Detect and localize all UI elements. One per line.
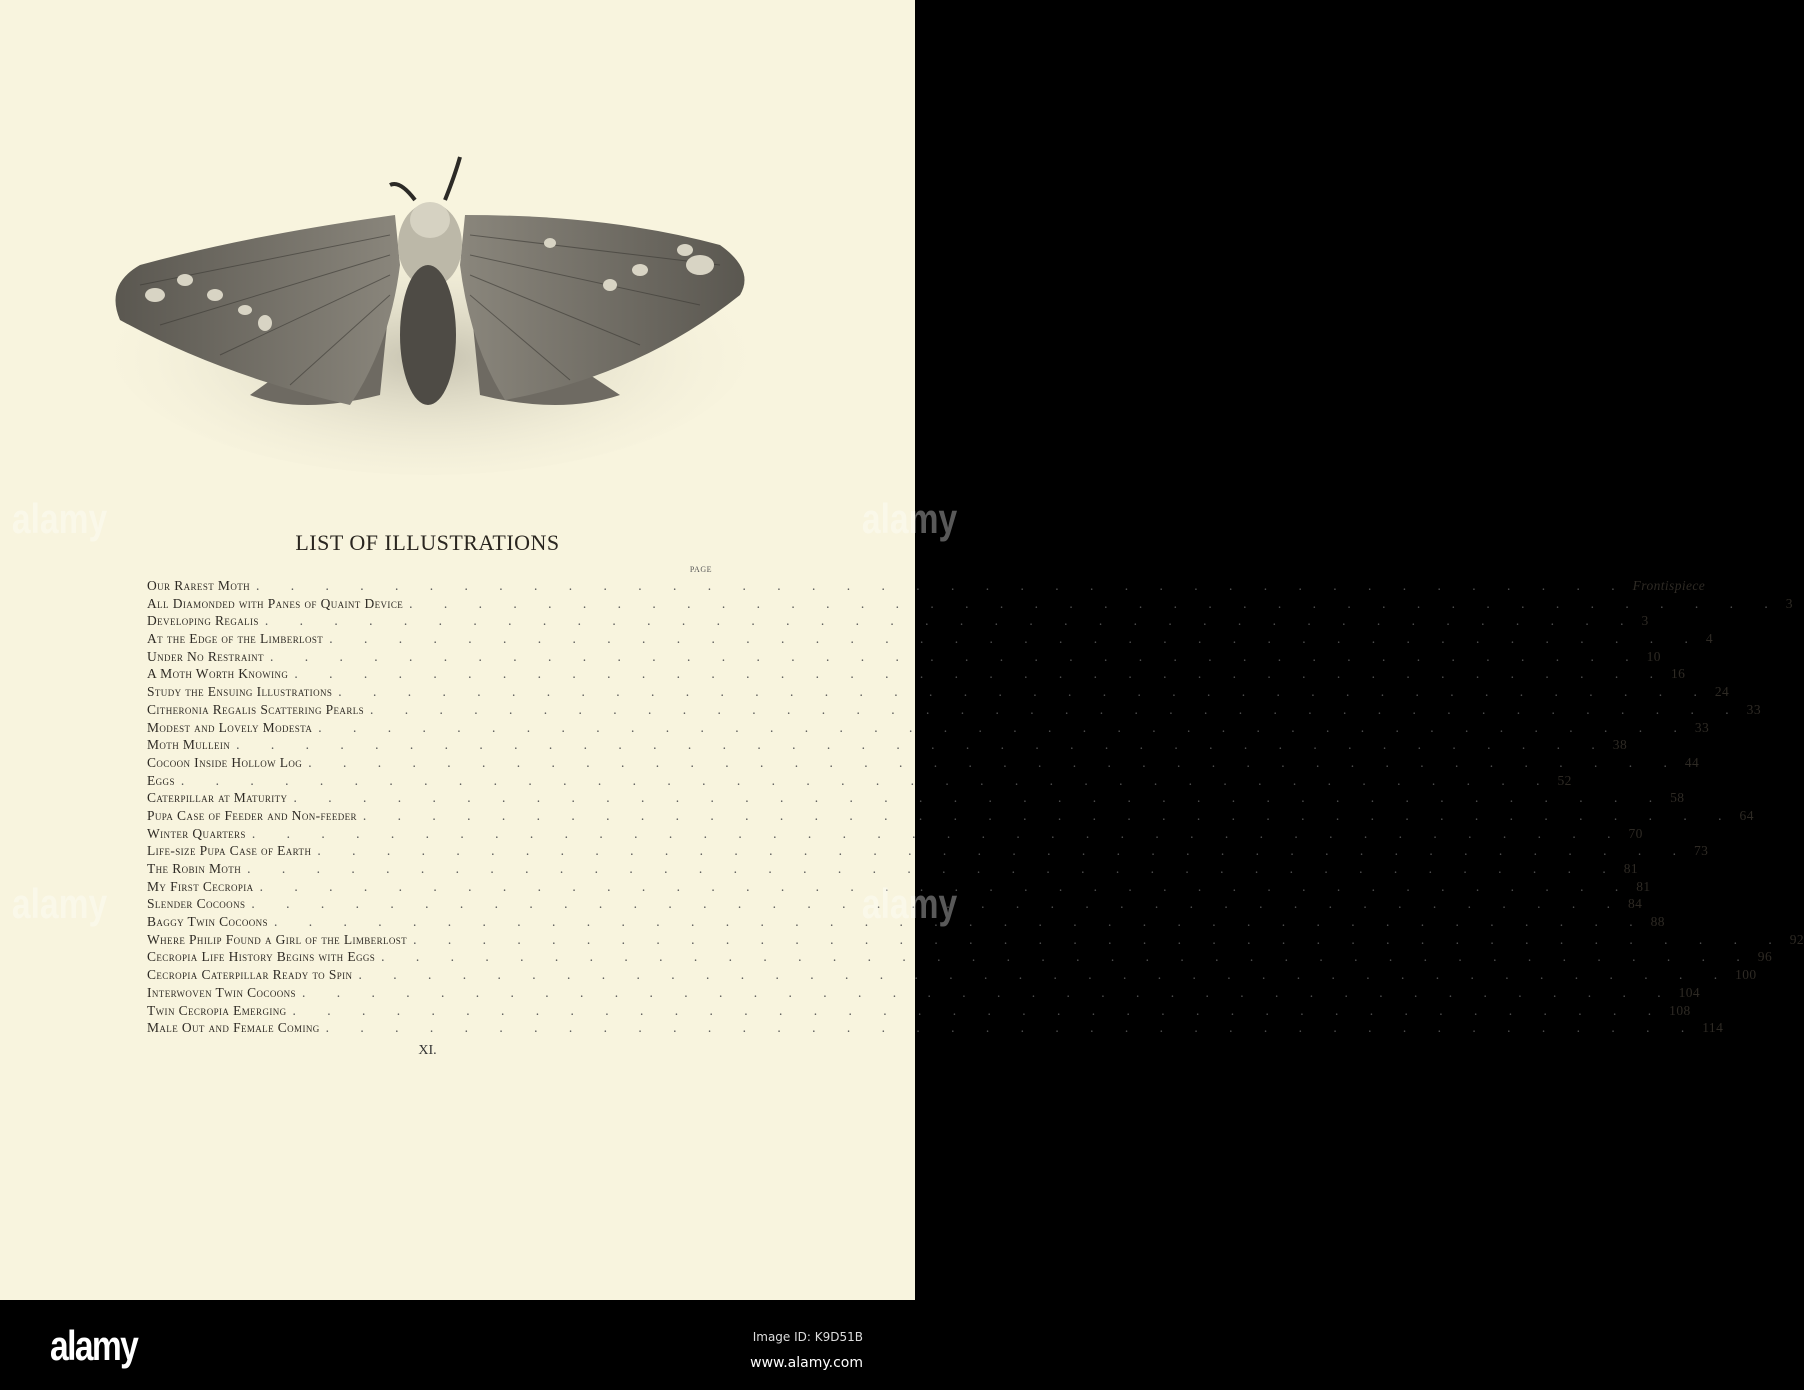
page-number: 3 <box>1641 613 1649 629</box>
page-number: 44 <box>1684 754 1700 770</box>
dot-leader <box>320 1020 1699 1036</box>
moth-illustration <box>100 145 760 475</box>
page-number: 64 <box>1739 807 1754 823</box>
dot-leader <box>332 684 1711 700</box>
dot-leader <box>287 1003 1666 1019</box>
dot-leader <box>407 932 1786 948</box>
list-item <box>147 790 1685 808</box>
illustration-title: Our Rarest Moth <box>147 578 251 593</box>
page-number: 4 <box>1705 631 1713 647</box>
illustration-title: Modest and Lovely Modesta <box>147 719 313 735</box>
list-item <box>147 613 1649 631</box>
dot-leader <box>230 737 1609 753</box>
page-number: 84 <box>1628 896 1643 912</box>
illustration-title: Cocoon Inside Hollow Log <box>147 754 303 770</box>
dot-leader <box>268 914 1647 930</box>
page-number: 70 <box>1628 825 1643 841</box>
list-item <box>147 967 1757 985</box>
page-number: 81 <box>1636 878 1651 894</box>
illustration-title: Moth Mullein <box>147 737 231 753</box>
illustration-title: Developing Regalis <box>147 613 259 629</box>
dot-leader <box>250 578 1629 594</box>
page-number: 58 <box>1670 790 1685 806</box>
dot-leader <box>364 702 1743 718</box>
dot-leader <box>175 773 1554 789</box>
list-item <box>147 754 1700 773</box>
page-folio: XI. <box>418 1043 437 1058</box>
dot-leader <box>352 967 1731 983</box>
watermark: alamy <box>861 495 958 542</box>
list-item <box>147 896 1643 914</box>
illustration-title: Baggy Twin Cocoons <box>147 914 268 930</box>
list-item <box>147 719 1710 738</box>
illustration-title: Cecropia Life History Begins with Eggs <box>147 949 376 965</box>
list-item <box>147 648 1661 667</box>
page-number: 104 <box>1678 984 1701 1000</box>
image-id: Image ID: K9D51B <box>752 1330 863 1344</box>
illustration-title: At the Edge of the Limberlost <box>147 631 324 647</box>
footer-bar <box>0 1300 915 1390</box>
list-item <box>147 737 1628 755</box>
illustration-title: Eggs <box>147 772 175 788</box>
page-column-header: PAGE <box>689 565 712 574</box>
illustration-title: Winter Quarters <box>147 825 246 841</box>
brand-logo: alamy <box>50 1322 138 1369</box>
list-item <box>147 1020 1724 1038</box>
dot-leader <box>323 631 1702 647</box>
illustration-title: Slender Cocoons <box>147 896 246 912</box>
dot-leader <box>259 613 1638 629</box>
illustration-title: Twin Cecropia Emerging <box>147 1002 287 1018</box>
dot-leader <box>375 949 1754 965</box>
website-link[interactable]: www.alamy.com <box>750 1355 863 1371</box>
page-number: 10 <box>1646 648 1661 664</box>
page-number: 92 <box>1789 931 1804 947</box>
dot-leader <box>287 790 1666 806</box>
list-item <box>147 701 1761 720</box>
page-number: 73 <box>1693 843 1709 859</box>
list-item <box>147 1002 1691 1021</box>
dot-leader <box>296 985 1675 1001</box>
illustration-title: Study the Ensuing Illustrations <box>147 684 333 700</box>
dot-leader <box>403 596 1782 612</box>
list-item <box>147 878 1651 897</box>
watermark: alamy <box>861 880 958 927</box>
list-heading: LIST OF ILLUSTRATIONS <box>295 530 560 555</box>
list-item <box>147 825 1643 844</box>
illustration-title: A Moth Worth Knowing <box>147 666 289 682</box>
page-number: 108 <box>1669 1002 1691 1018</box>
illustration-title: All Diamonded with Panes of Quaint Device <box>147 595 404 611</box>
illustration-title: Cecropia Caterpillar Ready to Spin <box>147 967 353 983</box>
page-number: Frontispiece <box>1632 578 1706 593</box>
list-item <box>147 578 1706 596</box>
list-item <box>147 931 1804 950</box>
dot-leader <box>311 843 1690 859</box>
list-item <box>147 807 1754 826</box>
dot-leader <box>312 720 1691 736</box>
dot-leader <box>357 808 1736 824</box>
page-number: 114 <box>1702 1020 1724 1036</box>
list-item <box>147 843 1709 861</box>
list-item <box>147 595 1793 614</box>
page-number: 52 <box>1557 772 1572 788</box>
watermark: alamy <box>11 495 108 542</box>
list-item <box>147 914 1665 932</box>
illustration-title: My First Cecropia <box>147 878 254 894</box>
illustration-title: Interwoven Twin Cocoons <box>147 984 296 1000</box>
illustration-title: Pupa Case of Feeder and Non-feeder <box>147 807 357 823</box>
page-number: 3 <box>1785 595 1793 611</box>
illustration-title: The Robin Moth <box>147 861 242 876</box>
dot-leader <box>241 861 1620 877</box>
list-item <box>147 984 1701 1003</box>
page-number: 33 <box>1746 701 1761 717</box>
dot-leader <box>288 666 1667 682</box>
watermark: alamy <box>11 880 108 927</box>
page-number: 33 <box>1694 719 1710 735</box>
illustration-title: Male Out and Female Coming <box>147 1020 320 1036</box>
page-number: 100 <box>1735 967 1757 983</box>
illustration-title: Caterpillar at Maturity <box>147 790 288 806</box>
dot-leader <box>302 755 1681 771</box>
page-number: 24 <box>1714 684 1730 700</box>
page-number: 88 <box>1650 914 1665 930</box>
illustration-title: Under No Restraint <box>147 648 264 664</box>
page-number: 38 <box>1612 737 1628 753</box>
list-item <box>147 631 1713 649</box>
illustration-title: Citheronia Regalis Scattering Pearls <box>147 701 365 717</box>
dot-leader <box>264 649 1643 665</box>
list-item <box>147 949 1773 967</box>
list-item <box>147 666 1686 684</box>
illustration-title: Life-size Pupa Case of Earth <box>147 843 312 859</box>
page-number: 96 <box>1757 949 1773 965</box>
illustration-title: Where Philip Found a Girl of the Limberlost <box>147 931 408 947</box>
list-item <box>147 772 1572 791</box>
list-item <box>147 684 1730 702</box>
list-item <box>147 861 1639 879</box>
page-number: 16 <box>1670 666 1686 682</box>
page-number: 81 <box>1623 861 1639 876</box>
dot-leader <box>246 826 1625 842</box>
